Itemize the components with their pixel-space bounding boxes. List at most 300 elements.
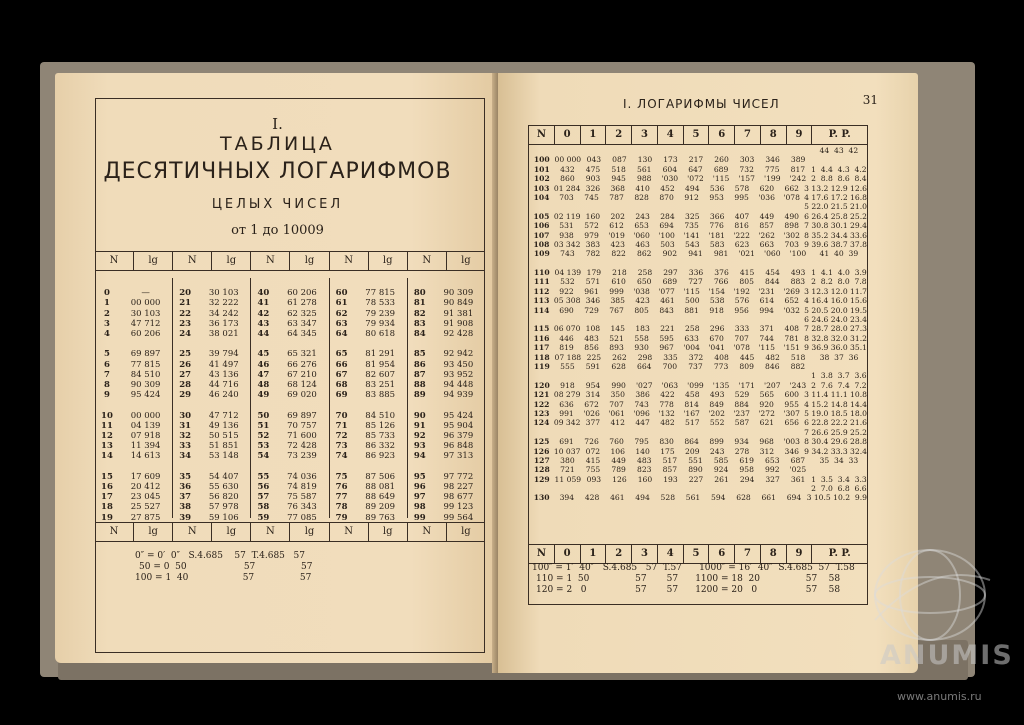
row-number: 129 xyxy=(533,474,550,484)
table-cell: 261 xyxy=(714,474,729,484)
table-cell: 587 xyxy=(734,418,750,428)
footer-cell: lg xyxy=(461,526,471,537)
table-cell xyxy=(785,484,811,493)
table-cell xyxy=(580,484,606,493)
table-cell: '302 xyxy=(783,230,800,240)
table-cell: 828 xyxy=(634,192,649,202)
table-row xyxy=(529,155,867,164)
table-cell: 778 xyxy=(659,399,674,409)
table-cell: 830 xyxy=(659,437,674,447)
row-number: 118 xyxy=(533,352,550,362)
table-row xyxy=(529,146,867,155)
table-cell: 656 xyxy=(784,418,799,428)
table-cell: 543 xyxy=(685,239,700,249)
table-cell: 493 xyxy=(709,390,725,400)
table-cell: 06 070 xyxy=(553,324,581,334)
table-cell xyxy=(579,202,604,211)
table-cell: 755 xyxy=(585,465,601,475)
table-cell: 408 xyxy=(784,324,799,334)
lg-column: 77 815 78 533 79 239 79 934 80 618 81 291 81 954 82 607 83 251 83 885 84 510 85 126 85 733 86 332 86 923 87 506 88 081 88 649 89 209 89 763 xyxy=(354,278,408,518)
header-cell: 9 xyxy=(787,126,813,144)
table-cell: 297 xyxy=(663,268,678,278)
table-cell: 454 xyxy=(765,268,780,278)
table-cell: 394 xyxy=(559,493,575,503)
proportional-parts-cell: 1 4.4 4.3 4.2 xyxy=(811,164,867,174)
table-cell: '019 xyxy=(608,230,625,240)
table-cell: 691 xyxy=(559,437,574,447)
table-cell xyxy=(754,315,779,324)
table-cell: 744 xyxy=(759,333,774,343)
table-cell xyxy=(657,146,683,155)
table-cell xyxy=(629,428,654,437)
table-row xyxy=(529,456,867,465)
table-cell: 620 xyxy=(759,183,775,193)
row-number: 123 xyxy=(533,408,550,418)
table-cell xyxy=(785,371,811,380)
table-cell: '157 xyxy=(738,174,755,184)
table-cell xyxy=(579,315,604,324)
footer-cell: N xyxy=(408,523,447,541)
header-cell: lg xyxy=(369,252,408,270)
table-cell: 494 xyxy=(635,493,650,503)
table-cell: 846 xyxy=(765,361,780,371)
table-cell xyxy=(606,484,632,493)
table-row xyxy=(529,324,867,333)
table-row xyxy=(529,371,867,380)
table-cell: 346 xyxy=(765,155,780,165)
table-cell xyxy=(729,315,754,324)
table-cell: 326 xyxy=(585,183,601,193)
table-cell: 126 xyxy=(612,474,627,484)
table-cell: 795 xyxy=(634,437,649,447)
table-cell: 458 xyxy=(685,390,700,400)
table-cell: 767 xyxy=(609,305,624,315)
table-cell xyxy=(580,146,606,155)
proportional-parts-cell: 9 34.2 33.3 32.4 xyxy=(804,446,867,456)
table-cell: 350 xyxy=(610,390,625,400)
table-cell: 961 xyxy=(584,286,599,296)
table-row xyxy=(529,202,867,211)
table-cell: 650 xyxy=(636,277,652,287)
table-cell: 990 xyxy=(611,380,626,390)
title-line-1: ТАБЛИЦА xyxy=(220,133,335,155)
table-cell: '132 xyxy=(658,408,675,418)
table-cell: 423 xyxy=(635,296,650,306)
table-cell: '077 xyxy=(658,286,675,296)
table-cell xyxy=(657,484,683,493)
proportional-parts-cell: 8 32.8 32.0 31.2 xyxy=(804,333,867,343)
proportional-parts-cell: 3 11.4 11.1 10.8 xyxy=(804,390,867,400)
table-cell xyxy=(683,146,709,155)
header-cell: 7 xyxy=(735,126,761,144)
table-row xyxy=(529,381,867,390)
table-cell: '141 xyxy=(683,230,700,240)
table-cell: 628 xyxy=(736,493,751,503)
table-cell: 475 xyxy=(585,164,601,174)
table-cell: '041 xyxy=(708,343,725,353)
table-cell: 551 xyxy=(688,455,703,465)
table-cell: 870 xyxy=(659,192,674,202)
table-cell: 179 xyxy=(586,268,602,278)
row-number: 111 xyxy=(533,277,550,287)
table-cell xyxy=(555,146,581,155)
table-cell xyxy=(683,371,709,380)
table-cell: 298 xyxy=(637,352,653,362)
table-cell xyxy=(657,371,683,380)
table-cell: 389 xyxy=(790,155,806,165)
header-cell: N xyxy=(173,252,212,270)
table-cell xyxy=(606,146,632,155)
header-cell: N xyxy=(251,252,290,270)
row-number: 102 xyxy=(533,174,550,184)
proportional-parts-cell: 9 36.9 36.0 35.1 xyxy=(804,343,867,353)
lg-column: 30 103 32 222 34 242 36 173 38 021 39 794 41 497 43 136 44 716 46 240 47 712 49 136 50 515 51 851 53 148 54 407 55 630 56 820 57 978 59 106 xyxy=(197,278,251,518)
table-cell: 565 xyxy=(759,390,775,400)
row-number: 103 xyxy=(533,183,550,193)
table-cell: 173 xyxy=(663,155,678,165)
row-number: 105 xyxy=(533,211,550,221)
table-cell: '202 xyxy=(708,408,725,418)
footer-cell: N xyxy=(251,523,290,541)
table-cell: '030 xyxy=(661,174,679,184)
proportional-parts-cell: 3 10.5 10.2 9.9 xyxy=(806,493,867,503)
header-cell: N xyxy=(529,126,555,144)
table-cell xyxy=(779,202,804,211)
table-cell: 503 xyxy=(660,239,675,249)
table-cell: 221 xyxy=(660,324,675,334)
table-cell: '307 xyxy=(783,408,800,418)
table-cell xyxy=(554,202,579,211)
header-cell: lg xyxy=(134,252,173,270)
table-cell: 227 xyxy=(688,474,704,484)
table-cell: 633 xyxy=(684,333,699,343)
table-cell xyxy=(604,428,629,437)
table-cell xyxy=(631,371,657,380)
footer-cell: N xyxy=(95,523,134,541)
table-cell: 664 xyxy=(636,361,652,371)
table-cell: '099 xyxy=(687,380,704,390)
table-row xyxy=(529,315,867,324)
table-cell: 918 xyxy=(560,380,575,390)
table-cell xyxy=(631,484,657,493)
table-cell: 500 xyxy=(685,296,700,306)
note-line: 120 = 2 0 57 57 1200 = 20 0 57 58 xyxy=(536,585,841,595)
table-cell: 106 xyxy=(610,446,625,456)
running-title: I. ЛОГАРИФМЫ ЧИСЕЛ xyxy=(623,97,780,111)
table-cell: '115 xyxy=(683,286,700,296)
table-cell: '231 xyxy=(758,286,775,296)
proportional-parts-cell: 4 17.6 17.2 16.8 xyxy=(804,192,867,202)
table-cell: 336 xyxy=(688,268,704,278)
header-cell: N xyxy=(408,252,447,270)
table-cell: '167 xyxy=(683,408,700,418)
table-row xyxy=(529,362,867,371)
table-cell: 782 xyxy=(585,249,601,259)
table-cell: 294 xyxy=(739,474,755,484)
table-row xyxy=(529,221,867,230)
table-cell: 193 xyxy=(663,474,678,484)
table-cell: 536 xyxy=(709,183,725,193)
table-footer xyxy=(95,522,485,542)
table-cell xyxy=(734,371,760,380)
table-row xyxy=(529,306,867,315)
proportional-parts-cell: 6 24.6 24.0 23.4 xyxy=(804,315,867,325)
table-cell: '036 xyxy=(758,192,775,202)
table-cell: 412 xyxy=(610,418,625,428)
header-cell: 6 xyxy=(709,126,735,144)
header-cell: lg xyxy=(290,252,329,270)
table-cell: 653 xyxy=(765,455,780,465)
table-cell: 621 xyxy=(759,418,775,428)
table-cell: 918 xyxy=(709,305,724,315)
table-cell: 521 xyxy=(609,333,624,343)
table-footer xyxy=(529,544,867,564)
table-cell: 727 xyxy=(688,277,703,287)
table-cell: 721 xyxy=(560,465,575,475)
footer-cell: 0 xyxy=(555,545,581,563)
table-cell: 938 xyxy=(559,230,574,240)
table-cell: 258 xyxy=(637,268,653,278)
table-cell: '207 xyxy=(763,380,781,390)
table-cell: 325 xyxy=(685,211,700,221)
table-cell: 884 xyxy=(734,399,749,409)
table-cell: 482 xyxy=(765,352,780,362)
row-number: 100 xyxy=(533,155,550,165)
table-cell: '100 xyxy=(789,249,807,259)
table-cell: 386 xyxy=(635,390,650,400)
table-cell: 653 xyxy=(634,221,649,231)
table-cell: 371 xyxy=(759,324,775,334)
table-cell: 415 xyxy=(585,455,601,465)
table-cell: '027 xyxy=(635,380,653,390)
table-cell: '021 xyxy=(738,249,755,259)
proportional-parts-cell: 5 22.0 21.5 21.0 xyxy=(804,202,867,212)
table-cell: 243 xyxy=(635,211,650,221)
proportional-parts-cell xyxy=(811,155,867,164)
header-cell: 2 xyxy=(606,126,632,144)
table-cell xyxy=(779,315,804,324)
table-row xyxy=(529,259,867,268)
table-cell: 314 xyxy=(585,390,601,400)
table-cell: '192 xyxy=(733,286,750,296)
footer-cell: 2 xyxy=(606,545,632,563)
table-cell: 760 xyxy=(609,437,624,447)
table-row xyxy=(529,343,867,352)
row-number xyxy=(529,315,554,324)
proportional-parts-cell: 8 35.2 34.4 33.6 xyxy=(804,230,867,240)
table-cell: 953 xyxy=(709,192,724,202)
header-cell: 1 xyxy=(581,126,607,144)
table-cell: 743 xyxy=(634,399,649,409)
table-row xyxy=(529,231,867,240)
table-cell: 583 xyxy=(709,239,725,249)
proportional-parts-cell: 4 16.4 16.0 15.6 xyxy=(804,296,867,306)
table-cell: 449 xyxy=(611,455,626,465)
table-cell: 694 xyxy=(786,493,802,503)
table-row xyxy=(529,212,867,221)
table-cell: 415 xyxy=(739,268,755,278)
proportional-parts-cell xyxy=(811,362,867,371)
table-cell: 072 xyxy=(585,446,601,456)
header-cell-pp: P. P. xyxy=(828,129,851,140)
footer-cell: 4 xyxy=(658,545,684,563)
table-cell: 517 xyxy=(685,418,700,428)
table-cell: 346 xyxy=(585,296,601,306)
row-number xyxy=(529,484,555,493)
proportional-parts-cell: 1 3.8 3.7 3.6 xyxy=(811,371,867,381)
table-cell: 857 xyxy=(662,465,678,475)
proportional-parts-cell: 2 8.2 8.0 7.8 xyxy=(811,277,867,287)
table-cell: 368 xyxy=(610,183,625,193)
table-cell: 093 xyxy=(586,474,602,484)
table-cell xyxy=(708,484,734,493)
table-row xyxy=(529,447,867,456)
proportional-parts-cell: 6 22.8 22.2 21.6 xyxy=(804,418,867,428)
table-cell: '181 xyxy=(708,230,725,240)
table-cell: 225 xyxy=(586,352,602,362)
table-cell: 449 xyxy=(759,211,775,221)
table-cell: 647 xyxy=(688,164,703,174)
table-cell: 518 xyxy=(790,352,806,362)
row-number: 109 xyxy=(533,249,550,259)
title-range: от 1 до 10009 xyxy=(231,223,324,238)
n-column: 0 1 2 3 4 5 6 7 8 9 10 11 12 13 14 15 16 17 18 19 xyxy=(101,288,113,523)
table-cell: 920 xyxy=(759,399,774,409)
table-cell: 999 xyxy=(609,286,624,296)
table-cell: 860 xyxy=(560,174,575,184)
table-cell: 591 xyxy=(585,361,601,371)
table-cell: 372 xyxy=(688,352,704,362)
footer-cell: 6 xyxy=(709,545,735,563)
table-cell: 945 xyxy=(611,174,626,184)
table-cell: '135 xyxy=(712,380,730,390)
table-cell xyxy=(708,259,734,268)
table-cell xyxy=(704,428,729,437)
table-cell: '100 xyxy=(658,230,675,240)
table-cell: 994 xyxy=(759,305,774,315)
table-row xyxy=(529,428,867,437)
table-cell: '026 xyxy=(583,408,600,418)
table-cell: 483 xyxy=(636,455,652,465)
table-cell: '262 xyxy=(758,230,775,240)
table-cell: 941 xyxy=(688,249,703,259)
table-cell: '003 xyxy=(783,437,800,447)
table-row xyxy=(529,353,867,362)
header-cell: 0 xyxy=(555,126,581,144)
table-cell: 217 xyxy=(688,155,704,165)
log-table xyxy=(528,125,868,605)
table-cell: 08 279 xyxy=(553,390,581,400)
table-cell: 776 xyxy=(709,221,724,231)
header-cell: N xyxy=(330,252,369,270)
table-cell: '032 xyxy=(783,305,800,315)
table-cell: 628 xyxy=(611,361,626,371)
table-cell: 745 xyxy=(584,192,599,202)
table-cell: 383 xyxy=(585,239,601,249)
table-cell: 822 xyxy=(611,249,626,259)
table-row xyxy=(529,390,867,399)
table-cell: 689 xyxy=(713,164,729,174)
table-cell xyxy=(759,146,785,155)
table-cell: 377 xyxy=(585,418,601,428)
table-cell: '096 xyxy=(633,408,650,418)
table-cell: 600 xyxy=(784,390,799,400)
table-cell: 262 xyxy=(612,352,627,362)
table-cell: '269 xyxy=(783,286,800,296)
table-cell: 809 xyxy=(739,361,754,371)
table-cell: 260 xyxy=(714,155,729,165)
table-body xyxy=(95,278,485,523)
table-cell xyxy=(555,371,581,380)
table-cell xyxy=(785,259,811,268)
table-cell: 218 xyxy=(612,268,627,278)
row-number: 110 xyxy=(533,268,550,278)
table-cell: 452 xyxy=(660,183,675,193)
page-number: 31 xyxy=(862,93,878,107)
table-cell: 703 xyxy=(559,192,574,202)
table-cell xyxy=(759,371,785,380)
table-cell: 108 xyxy=(585,324,601,334)
table-row xyxy=(529,334,867,343)
table-cell xyxy=(785,146,811,155)
table-cell: 529 xyxy=(734,390,750,400)
table-cell xyxy=(555,484,581,493)
table-cell: 789 xyxy=(611,465,626,475)
table-cell: 898 xyxy=(784,221,799,231)
table-row xyxy=(529,277,867,286)
table-cell: 296 xyxy=(709,324,725,334)
table-cell: 930 xyxy=(634,343,649,353)
table-cell: 823 xyxy=(636,465,652,475)
table-cell: 817 xyxy=(790,164,806,174)
table-cell: 284 xyxy=(660,211,675,221)
table-cell xyxy=(679,315,704,324)
table-cell: 700 xyxy=(662,361,678,371)
proportional-parts-cell xyxy=(811,465,867,474)
table-cell: 380 xyxy=(560,455,575,465)
n-column: 60 61 62 63 64 65 66 67 68 69 70 71 72 73 74 75 76 77 78 79 xyxy=(335,288,348,523)
proportional-parts-cell: 2 8.8 8.6 8.4 xyxy=(811,174,867,184)
table-cell: 862 xyxy=(636,249,652,259)
table-cell: '025 xyxy=(789,465,807,475)
table-cell: 992 xyxy=(765,465,780,475)
proportional-parts-cell: 5 20.5 20.0 19.5 xyxy=(804,305,867,315)
table-row xyxy=(529,184,867,193)
row-number xyxy=(529,428,554,437)
table-cell: 623 xyxy=(734,239,750,249)
table-cell: 160 xyxy=(585,211,601,221)
table-row xyxy=(529,296,867,305)
n-column: 40 41 42 43 44 45 46 47 48 49 50 51 52 53 54 55 56 57 58 59 xyxy=(257,288,270,523)
table-cell: 958 xyxy=(739,465,754,475)
header-cell: 4 xyxy=(658,126,684,144)
table-cell: 661 xyxy=(761,493,776,503)
proportional-parts-cell: 4 15.2 14.8 14.4 xyxy=(804,399,867,409)
table-cell: 981 xyxy=(713,249,729,259)
table-cell: '072 xyxy=(687,174,704,184)
table-cell: 805 xyxy=(739,277,754,287)
row-number: 104 xyxy=(533,192,550,202)
table-cell: 743 xyxy=(560,249,575,259)
table-cell: 463 xyxy=(635,239,650,249)
row-number: 107 xyxy=(533,230,550,240)
table-cell: 303 xyxy=(739,155,755,165)
table-cell xyxy=(654,428,679,437)
table-row xyxy=(529,418,867,427)
table-row xyxy=(529,475,867,484)
table-cell: 610 xyxy=(611,277,626,287)
table-row xyxy=(529,493,867,502)
